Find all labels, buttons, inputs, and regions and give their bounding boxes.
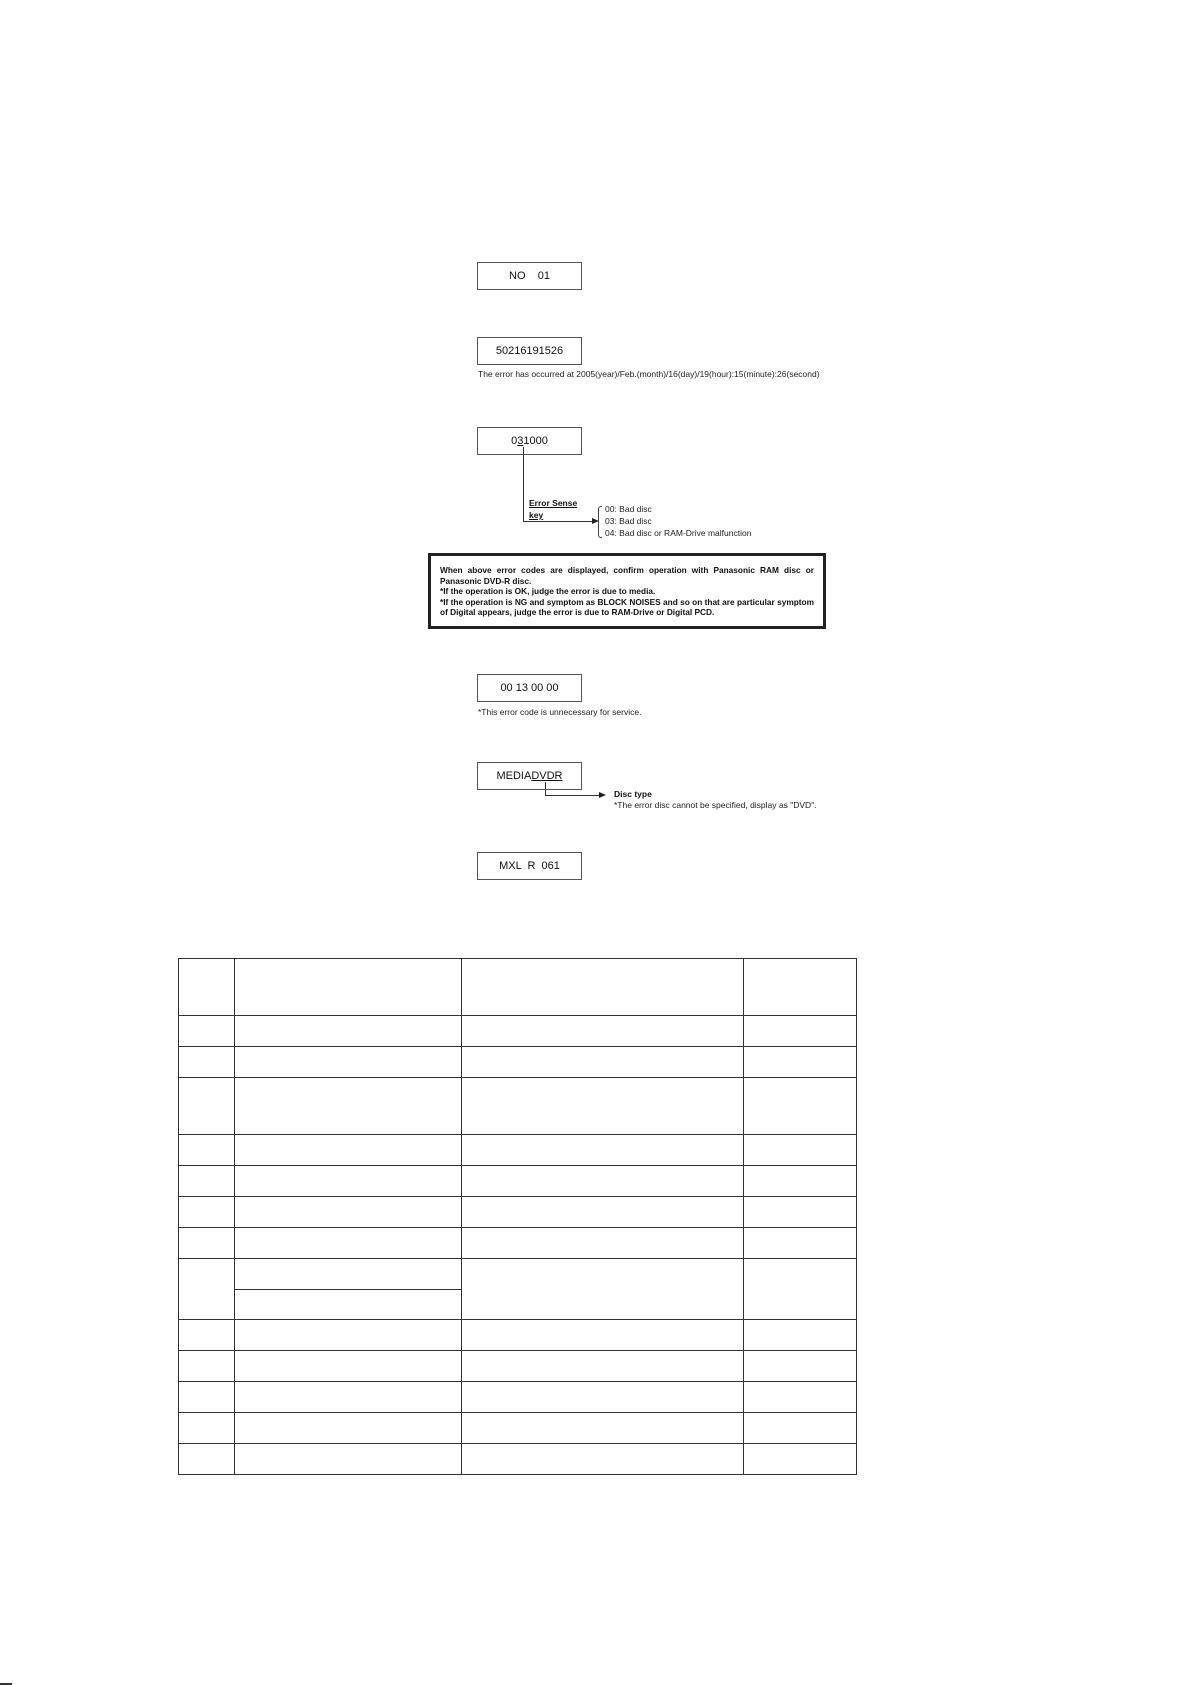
sense-connector-vertical [523,447,524,521]
sense-item-03: 03: Bad disc [605,516,652,526]
table-row [179,1413,857,1444]
media-type: DVDR [531,770,563,782]
extra-code-box [477,674,582,702]
sense-key-digit: 3 [517,435,524,447]
media-connector-vertical [545,782,546,795]
sense-prefix: 0 [511,435,518,447]
table-row [179,1135,857,1166]
error-datetime-box [477,337,582,365]
disc-type-note: *The error disc cannot be specified, display as "DVD". [614,800,817,810]
error-sense-box [477,427,582,455]
table-row [179,1078,857,1135]
error-number-text: NO 01 [509,270,550,282]
error-datetime-text: 50216191526 [495,345,564,357]
sense-rest: 1000 [523,435,548,447]
table-row [179,1197,857,1228]
sense-item-04: 04: Bad disc or RAM-Drive malfunction [605,528,752,538]
table-row [179,1166,857,1197]
version-text: MXL R 061 [499,860,560,872]
error-number-box [477,262,582,290]
extra-code-text: 00 13 00 00 [500,682,559,694]
media-box [477,762,582,790]
warning-box [428,553,826,629]
sense-label-line2: key [529,510,544,520]
extra-code-note: *This error code is unnecessary for service. [478,707,642,717]
error-code-table [178,958,857,1475]
error-datetime-note: The error has occurred at 2005(year)/Feb.(month)/16(day)/19(hour):15(minute):26(second) [478,369,820,379]
sense-label-line1: Error Sense [529,498,578,508]
table-row [179,1016,857,1047]
sense-item-00: 00: Bad disc [605,504,652,514]
sense-bracket-icon [598,506,602,538]
table-header-row [179,959,857,1016]
table-row [179,1320,857,1351]
warning-line2: *If the operation is OK, judge the error is due to media. [440,586,656,596]
table-row [179,1351,857,1382]
disc-type-label: Disc type [614,789,652,799]
warning-line3: *If the operation is NG and symptom as BLOCK NOISES and so on that are particular symptom of Digital appears, judge the error is due to RAM-Drive or Digital PCD. [440,596,814,617]
warning-line1: When above error codes are displayed, confirm operation with Panasonic RAM disc or Panasonic DVD-R disc. [440,565,814,586]
table-row [179,1047,857,1078]
table-row [179,1228,857,1259]
media-arrow-icon [599,792,606,798]
media-prefix: MEDIA [496,770,532,782]
sense-connector-horizontal [523,521,593,522]
media-connector-horizontal [545,795,600,796]
version-box [477,852,582,880]
table-row [179,1259,857,1290]
table-row [179,1444,857,1475]
table-row [179,1382,857,1413]
